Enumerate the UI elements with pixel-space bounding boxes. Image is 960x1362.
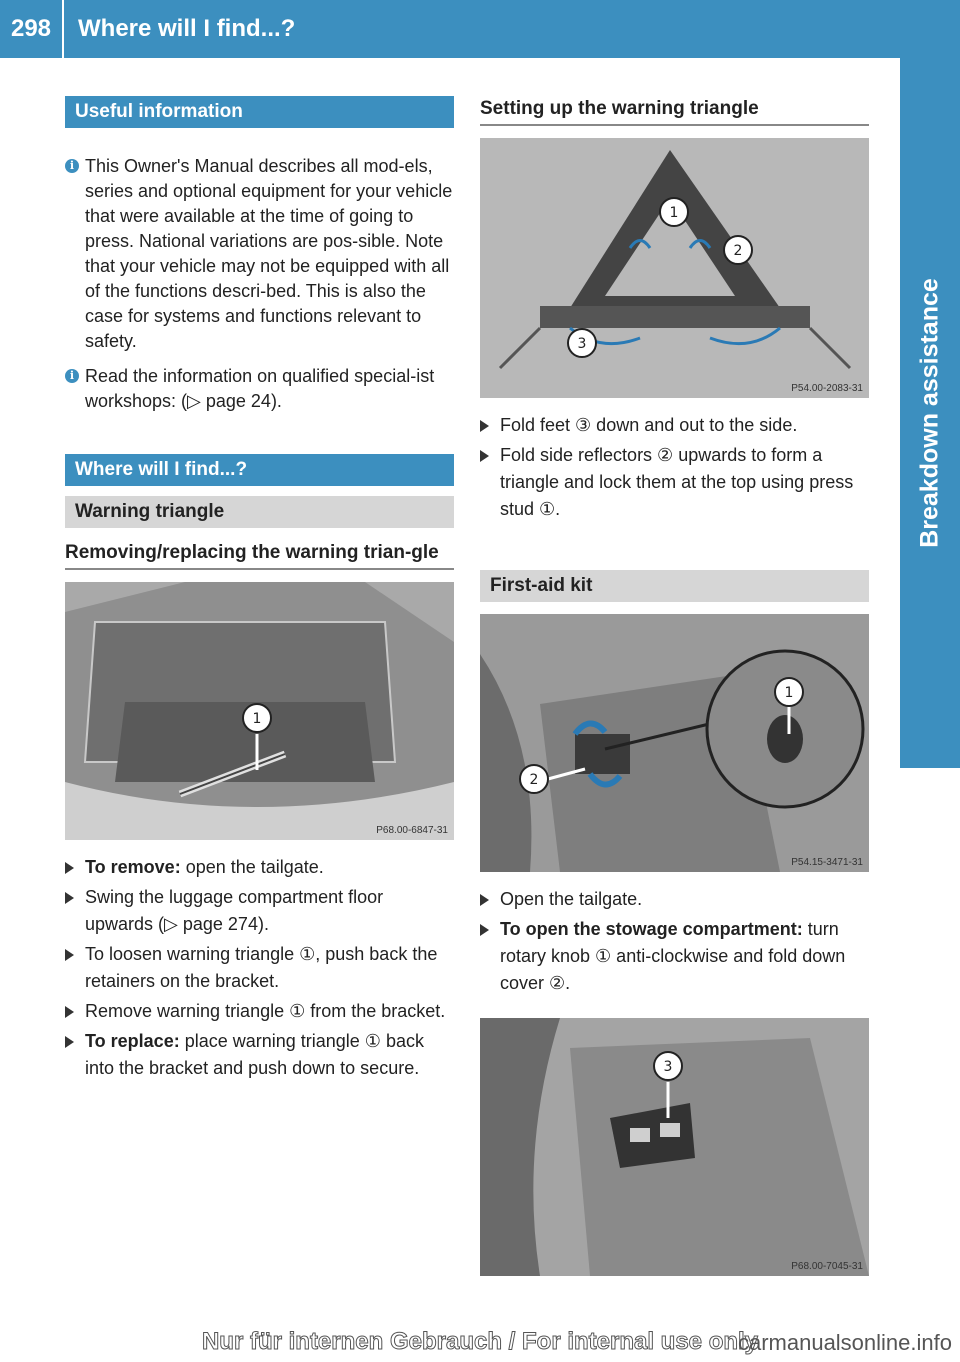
stowage-illustration	[480, 1018, 869, 1276]
triangle-figure	[480, 138, 869, 398]
step-text: Remove warning triangle ① from the bracket.	[85, 1001, 446, 1021]
arrow-icon	[480, 894, 489, 906]
setting-up-subhead: Setting up the warning triangle	[480, 96, 869, 126]
first-aid-band: First-aid kit	[480, 570, 869, 602]
step	[480, 442, 869, 523]
triangle-illustration	[480, 138, 869, 398]
step	[480, 886, 869, 913]
step	[480, 412, 869, 439]
svg-text:2: 2	[733, 243, 743, 259]
svg-text:1: 1	[252, 711, 262, 727]
step	[65, 854, 454, 881]
useful-info-heading: Useful information	[65, 96, 454, 128]
step-text: Open the tailgate.	[500, 889, 643, 909]
site-watermark: carmanualsonline.info	[737, 1330, 952, 1355]
step-text: Swing the luggage compartment floor upwards (▷ page 274).	[85, 887, 384, 934]
svg-text:1: 1	[784, 685, 794, 701]
step	[65, 884, 454, 938]
removing-steps	[65, 854, 454, 1082]
step-text: place warning triangle ① back into the bracket and push down to secure.	[85, 1031, 424, 1078]
page-number: 298	[0, 0, 64, 58]
side-tab	[900, 58, 960, 768]
step-text: To loosen warning triangle ①, push back the retainers on the bracket.	[85, 944, 438, 991]
arrow-icon	[480, 450, 489, 462]
trunk-figure	[65, 582, 454, 840]
left-column	[65, 96, 454, 1085]
side-tab-label: Breakdown assistance	[915, 278, 944, 548]
removing-subhead: Removing/replacing the warning trian-gle	[65, 540, 454, 570]
step-bold: To remove:	[85, 857, 181, 877]
first-aid-steps	[480, 886, 869, 997]
info-icon: i	[65, 159, 79, 173]
info-note-2-text: Read the information on qualified special-ist workshops: (▷ page 24).	[85, 366, 435, 411]
svg-text:3: 3	[577, 336, 587, 352]
figure-ref: P54.00-2083-31	[791, 383, 863, 394]
trunk-illustration	[65, 582, 454, 840]
info-note-1	[65, 154, 454, 354]
info-note-2	[65, 364, 454, 414]
step	[65, 941, 454, 995]
header-title: Where will I find...?	[78, 15, 296, 42]
arrow-icon	[65, 1036, 74, 1048]
figure-ref: P68.00-6847-31	[376, 825, 448, 836]
setup-steps	[480, 412, 869, 523]
section-heading: Where will I find...?	[65, 454, 454, 486]
svg-text:1: 1	[669, 205, 679, 221]
first-aid-figure	[480, 614, 869, 872]
step	[65, 998, 454, 1025]
step-bold: To open the stowage compartment:	[500, 919, 803, 939]
info-note-1-text: This Owner's Manual describes all mod-els, series and optional equipment for your vehicle that were available at the time of going to press. National variations are pos-sible. Note that your vehicle may not be equipped with all of the functions descri-bed. This is also the case for systems and functions relevant to safety.	[85, 156, 453, 351]
watermark: Nur für internen Gebrauch / For internal use only	[201, 1328, 759, 1355]
arrow-icon	[65, 949, 74, 961]
right-column	[480, 96, 869, 1276]
step	[65, 1028, 454, 1082]
svg-text:2: 2	[529, 772, 539, 788]
info-icon: i	[65, 369, 79, 383]
step-text: turn rotary knob ① anti-clockwise and fold down cover ②.	[500, 919, 846, 993]
arrow-icon	[65, 1006, 74, 1018]
stowage-figure	[480, 1018, 869, 1276]
step	[480, 916, 869, 997]
page-header	[0, 0, 960, 58]
warning-triangle-band: Warning triangle	[65, 496, 454, 528]
arrow-icon	[480, 924, 489, 936]
step-text: Fold side reflectors ② upwards to form a triangle and lock them at the top using press stud ①.	[500, 445, 854, 519]
arrow-icon	[480, 420, 489, 432]
figure-ref: P68.00-7045-31	[791, 1261, 863, 1272]
figure-ref: P54.15-3471-31	[791, 857, 863, 868]
arrow-icon	[65, 862, 74, 874]
step-bold: To replace:	[85, 1031, 180, 1051]
step-text: open the tailgate.	[180, 857, 324, 877]
arrow-icon	[65, 892, 74, 904]
step-text: Fold feet ③ down and out to the side.	[500, 415, 798, 435]
svg-text:3: 3	[663, 1059, 673, 1075]
first-aid-illustration	[480, 614, 869, 872]
